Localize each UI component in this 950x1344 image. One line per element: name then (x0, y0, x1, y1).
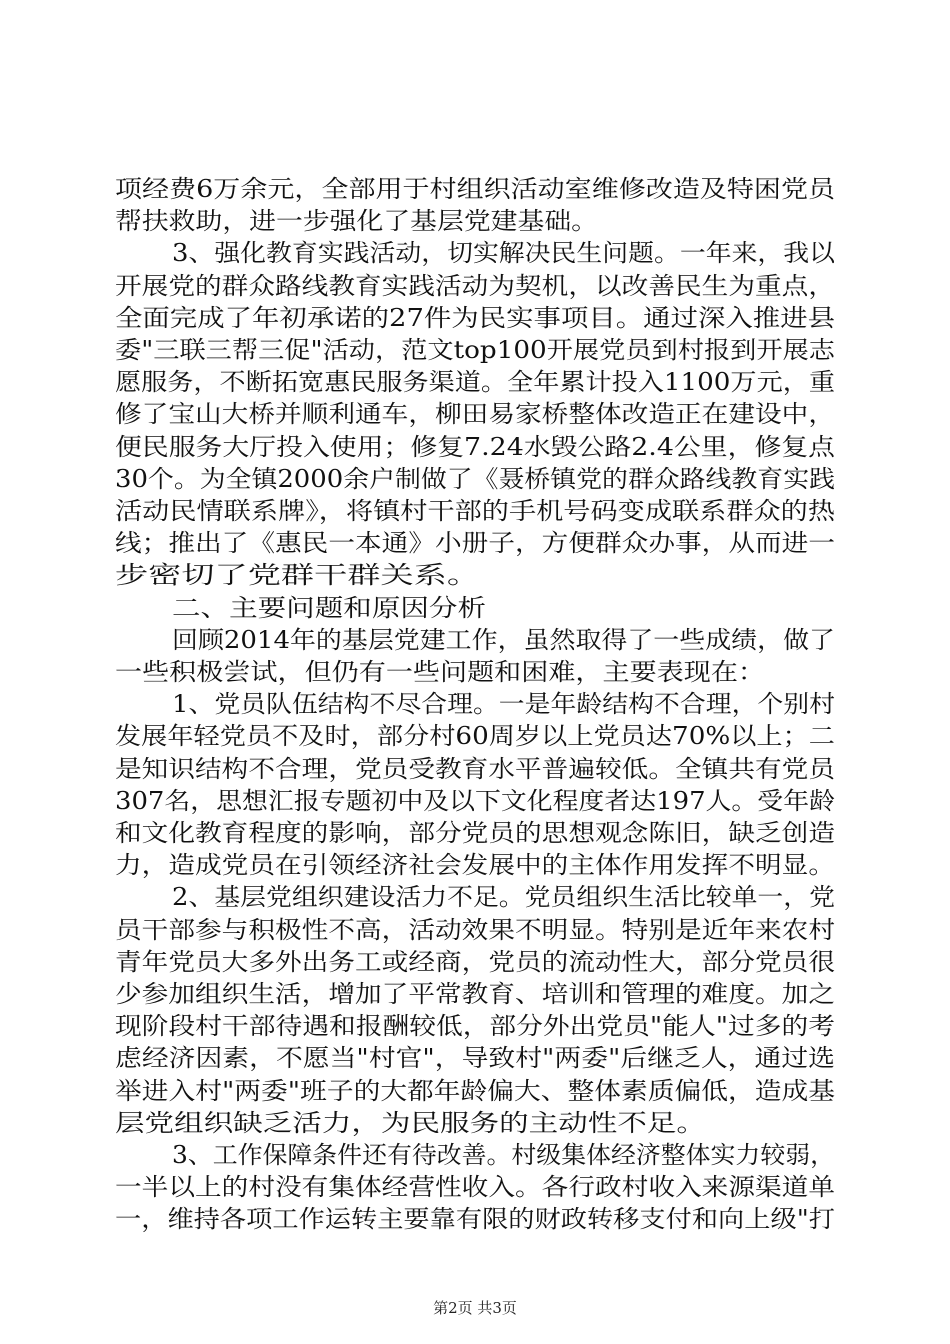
text-line (0, 687, 950, 721)
text-line-content: 项经费6万余元，全部用于村组织活动室维修改造及特困党员 (115, 175, 836, 203)
text-line (0, 1106, 950, 1140)
text-line-content: 是知识结构不合理，党员受教育水平普遍较低。全镇共有党员 (115, 754, 835, 783)
text-line (0, 655, 950, 689)
text-line (0, 1041, 950, 1075)
text-line (0, 558, 950, 592)
text-line (0, 1074, 950, 1108)
text-line (0, 269, 950, 303)
text-line (0, 204, 950, 238)
text-line-content: 虑经济因素，不愿当"村官"，导致村"两委"后继乏人，通过选 (115, 1044, 835, 1073)
text-line (0, 365, 950, 399)
text-line (0, 1009, 950, 1043)
text-line-content: 和文化教育程度的影响，部分党员的思想观念陈旧，缺乏创造 (115, 819, 835, 847)
text-line (0, 977, 950, 1011)
text-line-content: 步密切了党群干群关系。 (115, 561, 481, 590)
text-line (0, 752, 950, 786)
text-line (0, 848, 950, 882)
text-line-content: 307名，思想汇报专题初中及以下文化程度者达197人。受年龄 (115, 786, 835, 815)
text-line-content: 便民服务大厅投入使用；修复7.24水毁公路2.4公里，修复点 (115, 432, 836, 461)
text-line-content: 一，维持各项工作运转主要靠有限的财政转移支付和向上级"打 (115, 1205, 836, 1234)
text-line (0, 1170, 950, 1204)
text-line (0, 236, 950, 270)
text-line (0, 333, 950, 367)
text-line-content: 开展党的群众路线教育实践活动为契机，以改善民生为重点， (115, 271, 835, 300)
text-line (0, 1138, 950, 1172)
text-line (0, 591, 950, 625)
text-line (0, 397, 950, 431)
text-line (0, 172, 950, 206)
text-line-content: 层党组织缺乏活力，为民服务的主动性不足。 (115, 1108, 706, 1137)
text-line-content: 一半以上的村没有集体经营性收入。各行政村收入来源渠道单 (115, 1173, 835, 1202)
text-line-content: 3、强化教育实践活动，切实解决民生问题。一年来，我以 (172, 239, 836, 268)
text-line-content: 线；推出了《惠民一本通》小册子，方便群众办事，从而进一 (115, 529, 835, 558)
text-line-content: 回顾2014年的基层党建工作，虽然取得了一些成绩，做了 (172, 625, 835, 654)
text-line (0, 719, 950, 753)
text-line (0, 880, 950, 914)
text-line-content: 员干部参与积极性不高，活动效果不明显。特别是近年来农村 (115, 915, 835, 944)
text-line-content: 帮扶救助，进一步强化了基层党建基础。 (115, 207, 599, 236)
text-line (0, 462, 950, 496)
text-line (0, 430, 950, 464)
text-line (0, 494, 950, 528)
text-line (0, 913, 950, 947)
text-line (0, 623, 950, 657)
text-line (0, 1202, 950, 1236)
text-line (0, 816, 950, 850)
text-line-content: 1、党员队伍结构不尽合理。一是年龄结构不合理，个别村 (172, 690, 836, 719)
text-line-content: 青年党员大多外出务工或经商，党员的流动性大，部分党员很 (115, 947, 835, 976)
text-line-content: 委"三联三帮三促"活动，范文top100开展党员到村报到开展志 (115, 336, 836, 364)
text-line-content: 3、工作保障条件还有待改善。村级集体经济整体实力较弱， (172, 1141, 835, 1169)
text-line (0, 784, 950, 818)
text-line (0, 301, 950, 335)
text-line-content: 全面完成了年初承诺的27件为民实事项目。通过深入推进县 (115, 303, 836, 332)
text-line (0, 945, 950, 979)
text-line (0, 526, 950, 560)
text-line-content: 二、主要问题和原因分析 (172, 593, 487, 622)
text-line-content: 力，造成党员在引领经济社会发展中的主体作用发挥不明显。 (115, 851, 835, 880)
text-line-content: 30个。为全镇2000余户制做了《聂桥镇党的群众路线教育实践 (115, 464, 835, 493)
text-line-content: 活动民情联系牌》，将镇村干部的手机号码变成联系群众的热 (115, 497, 836, 525)
text-line-content: 2、基层党组织建设活力不足。党员组织生活比较单一，党 (172, 883, 836, 912)
page-footer: 第2页 共3页 (433, 1299, 517, 1317)
text-line-content: 现阶段村干部待遇和报酬较低，部分外出党员"能人"过多的考 (115, 1012, 835, 1041)
text-line-content: 一些积极尝试，但仍有一些问题和困难，主要表现在： (115, 658, 766, 686)
text-line-content: 举进入村"两委"班子的大都年龄偏大、整体素质偏低，造成基 (115, 1076, 835, 1105)
text-line-content: 少参加组织生活，增加了平常教育、培训和管理的难度。加之 (115, 980, 835, 1008)
text-line-content: 愿服务，不断拓宽惠民服务渠道。全年累计投入1100万元，重 (115, 368, 835, 397)
text-line-content: 发展年轻党员不及时，部分村60周岁以上党员达70%以上；二 (115, 722, 836, 751)
text-line-content: 修了宝山大桥并顺利通车，柳田易家桥整体改造正在建设中， (115, 400, 835, 429)
